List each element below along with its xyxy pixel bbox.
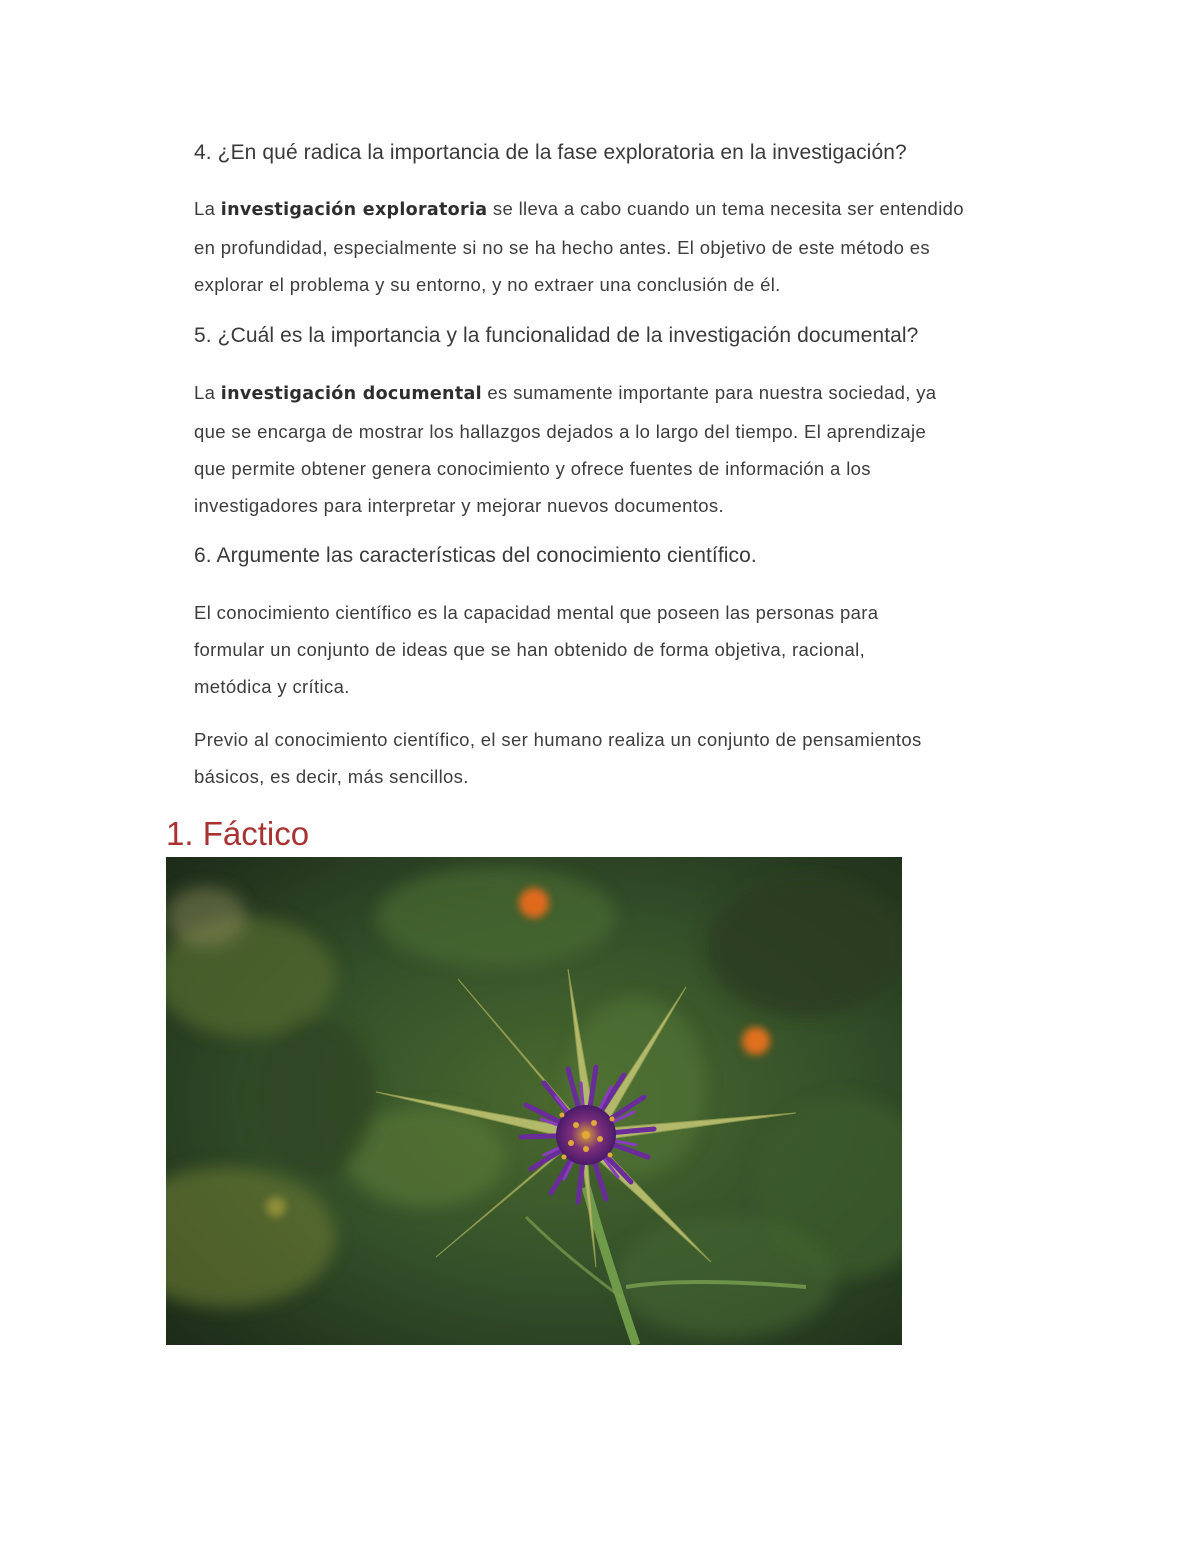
question-5-title: 5. ¿Cuál es la importancia y la funcionalidad de la investigación documental? bbox=[194, 324, 919, 347]
question-6-paragraph-1 bbox=[194, 594, 1044, 705]
flower-photo-svg bbox=[166, 857, 902, 1345]
question-5-answer bbox=[194, 374, 1044, 524]
answer-4-bold-term: investigación exploratoria bbox=[220, 200, 488, 220]
answer-4-line-1 bbox=[194, 190, 1044, 229]
answer-5-line-4: investigadores para interpretar y mejorar nuevos documentos. bbox=[194, 495, 725, 516]
flower-photo bbox=[166, 857, 902, 1345]
answer-4-intro: La bbox=[194, 198, 221, 219]
answer-5-bold-term: investigación documental bbox=[220, 384, 482, 404]
answer-5-line-3: que permite obtener genera conocimiento y ofrece fuentes de información a los bbox=[194, 458, 871, 479]
answer-5-line-2: que se encarga de mostrar los hallazgos dejados a lo largo del tiempo. El aprendizaje bbox=[194, 421, 927, 442]
question-4-title: 4. ¿En qué radica la importancia de la fase exploratoria en la investigación? bbox=[194, 141, 907, 164]
question-6-paragraph-2 bbox=[194, 721, 1044, 795]
answer-5-line-1-rest: es sumamente importante para nuestra sociedad, ya bbox=[481, 382, 937, 403]
q6-p2-line-2: básicos, es decir, más sencillos. bbox=[194, 766, 469, 787]
q6-p1-line-1: El conocimiento científico es la capacidad mental que poseen las personas para bbox=[194, 602, 879, 623]
question-4-answer bbox=[194, 190, 1044, 303]
q6-p1-line-2: formular un conjunto de ideas que se han obtenido de forma objetiva, racional, bbox=[194, 639, 866, 660]
q6-p1-line-3: metódica y crítica. bbox=[194, 676, 350, 697]
answer-5-line-1 bbox=[194, 374, 1044, 413]
answer-4-line-2: en profundidad, especialmente si no se ha hecho antes. El objetivo de este método es bbox=[194, 237, 930, 258]
answer-5-intro: La bbox=[194, 382, 221, 403]
answer-4-line-1-rest: se lleva a cabo cuando un tema necesita ser entendido bbox=[487, 198, 964, 219]
section-heading-factico: 1. Fáctico bbox=[166, 815, 310, 852]
answer-4-line-3: explorar el problema y su entorno, y no extraer una conclusión de él. bbox=[194, 274, 781, 295]
question-6-title: 6. Argumente las características del conocimiento científico. bbox=[194, 544, 757, 567]
q6-p2-line-1: Previo al conocimiento científico, el ser humano realiza un conjunto de pensamientos bbox=[194, 729, 922, 750]
